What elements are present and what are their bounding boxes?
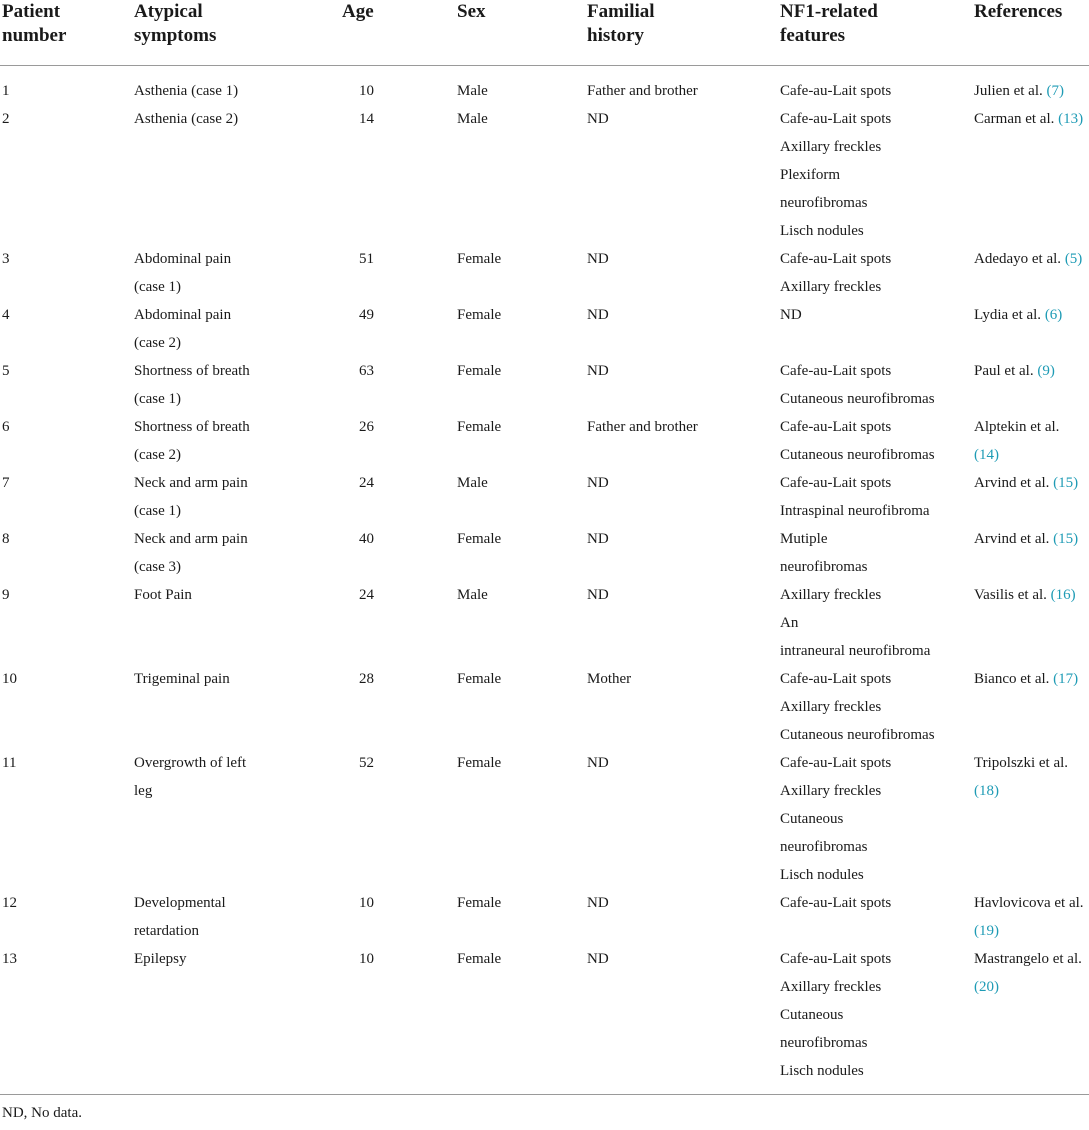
cell-sex: Male [457, 475, 488, 491]
feature-line: Axillary freckles [780, 139, 882, 155]
feature-line: Cafe-au-Lait spots [780, 951, 892, 967]
feature-line: Mutiple [780, 531, 828, 547]
cell-patient-number: 6 [2, 419, 10, 435]
header-line: Patient [2, 1, 61, 22]
cell-familial-history: ND [587, 307, 609, 323]
cell-age [340, 665, 455, 749]
feature-line: Cutaneous [780, 811, 844, 827]
age-value: 10 [359, 895, 374, 911]
cell-age [340, 945, 455, 1094]
feature-line: Cafe-au-Lait spots [780, 671, 892, 687]
cell-familial-history: ND [587, 951, 609, 967]
age-value: 24 [359, 475, 374, 491]
cell-atypical-symptoms [132, 301, 340, 357]
cell-patient-number: 11 [2, 755, 17, 771]
feature-line: Plexiform [780, 167, 840, 183]
cell-familial-history: Mother [587, 671, 632, 687]
feature-line: Cafe-au-Lait spots [780, 83, 892, 99]
header-age [340, 0, 455, 66]
reference-link[interactable]: (7) [1046, 83, 1064, 99]
reference-author: Havlovicova et al. [974, 895, 1084, 911]
cell-patient-number: 9 [2, 587, 10, 603]
table-footnote: ND, No data. [2, 1105, 82, 1121]
age-value: 40 [359, 531, 374, 547]
feature-line: neurofibromas [780, 559, 868, 575]
cell-atypical-symptoms [132, 945, 340, 1094]
symptom-line: Foot Pain [134, 587, 192, 603]
age-value: 14 [359, 111, 374, 127]
cell-reference [972, 469, 1089, 525]
feature-line: Cafe-au-Lait spots [780, 419, 892, 435]
header-references [972, 0, 1089, 66]
cell-nf1-features [778, 245, 972, 301]
cell-reference [972, 105, 1089, 245]
cell-familial-history: ND [587, 755, 609, 771]
table-row [0, 301, 1089, 357]
cell-patient-number: 13 [2, 951, 17, 967]
feature-line: Cafe-au-Lait spots [780, 755, 892, 771]
cell-nf1-features [778, 945, 972, 1094]
cell-patient-number: 4 [2, 307, 10, 323]
cell-patient-number: 1 [2, 83, 10, 99]
cell-atypical-symptoms [132, 469, 340, 525]
table-row [0, 581, 1089, 665]
cell-familial-history: Father and brother [587, 419, 698, 435]
symptom-line: (case 2) [134, 447, 182, 463]
cell-age [340, 357, 455, 413]
cell-sex: Female [457, 671, 502, 687]
reference-link[interactable]: (18) [974, 783, 999, 799]
cell-sex: Male [457, 587, 488, 603]
reference-link[interactable]: (15) [1053, 531, 1079, 547]
reference-link[interactable]: (15) [1053, 475, 1079, 491]
reference-author: Paul et al. [974, 363, 1038, 379]
feature-line: Axillary freckles [780, 979, 882, 995]
cell-patient-number: 8 [2, 531, 10, 547]
reference-author: Julien et al. [974, 83, 1047, 99]
age-value: 10 [359, 83, 374, 99]
table-row [0, 945, 1089, 1094]
cell-nf1-features [778, 665, 972, 749]
reference-author: Arvind et al. [974, 475, 1054, 491]
cell-reference [972, 945, 1089, 1094]
header-row [0, 0, 1089, 66]
feature-line: Cutaneous neurofibromas [780, 727, 935, 743]
symptom-line: Neck and arm pain [134, 475, 248, 491]
table-row [0, 525, 1089, 581]
reference-author: Arvind et al. [974, 531, 1054, 547]
feature-line: Axillary freckles [780, 279, 882, 295]
header-line: Age [342, 1, 374, 22]
feature-line: neurofibromas [780, 195, 868, 211]
reference-link[interactable]: (14) [974, 447, 999, 463]
cell-familial-history: ND [587, 251, 609, 267]
cell-sex: Female [457, 419, 502, 435]
symptom-line: retardation [134, 923, 199, 939]
header-patient-number [0, 0, 132, 66]
feature-line: neurofibromas [780, 839, 868, 855]
header-line: Atypical [134, 1, 203, 22]
table-row [0, 66, 1089, 106]
reference-link[interactable]: (16) [1050, 587, 1076, 603]
table-row [0, 889, 1089, 945]
symptom-line: (case 2) [134, 335, 182, 351]
reference-link[interactable]: (13) [1058, 111, 1084, 127]
cell-atypical-symptoms [132, 581, 340, 665]
cell-familial-history: ND [587, 475, 609, 491]
cell-patient-number: 5 [2, 363, 10, 379]
header-nf1-features [778, 0, 972, 66]
symptom-line: (case 1) [134, 279, 182, 295]
symptom-line: Asthenia (case 2) [134, 111, 239, 127]
feature-line: Axillary freckles [780, 587, 882, 603]
cell-atypical-symptoms [132, 245, 340, 301]
cell-sex: Female [457, 251, 502, 267]
symptom-line: Shortness of breath [134, 419, 250, 435]
cell-nf1-features [778, 889, 972, 945]
cell-sex: Male [457, 111, 488, 127]
symptom-line: Neck and arm pain [134, 531, 248, 547]
cell-reference [972, 413, 1089, 469]
header-sex [455, 0, 585, 66]
table-row [0, 105, 1089, 245]
cell-atypical-symptoms [132, 525, 340, 581]
symptom-line: leg [134, 783, 153, 799]
cell-nf1-features [778, 301, 972, 357]
cell-atypical-symptoms [132, 665, 340, 749]
feature-line: Lisch nodules [780, 867, 864, 883]
symptom-line: Epilepsy [134, 951, 187, 967]
cell-atypical-symptoms [132, 66, 340, 106]
age-value: 49 [359, 307, 374, 323]
reference-author: Mastrangelo et al. [974, 951, 1082, 967]
header-line: Familial [587, 1, 655, 22]
symptom-line: Developmental [134, 895, 226, 911]
symptom-line: Trigeminal pain [134, 671, 230, 687]
cell-sex: Female [457, 307, 502, 323]
cell-nf1-features [778, 66, 972, 106]
header-line: References [974, 1, 1063, 22]
cell-reference [972, 525, 1089, 581]
cell-sex: Female [457, 951, 502, 967]
cell-atypical-symptoms [132, 357, 340, 413]
cell-age [340, 469, 455, 525]
cell-reference [972, 66, 1089, 106]
cell-nf1-features [778, 581, 972, 665]
cell-patient-number: 7 [2, 475, 10, 491]
cell-familial-history: ND [587, 895, 609, 911]
cell-sex: Female [457, 531, 502, 547]
feature-line: Cafe-au-Lait spots [780, 475, 892, 491]
header-familial-history [585, 0, 778, 66]
header-line: number [2, 25, 67, 46]
feature-line: Cafe-au-Lait spots [780, 111, 892, 127]
cell-atypical-symptoms [132, 105, 340, 245]
cell-atypical-symptoms [132, 749, 340, 889]
table-row [0, 413, 1089, 469]
symptom-line: Shortness of breath [134, 363, 250, 379]
feature-line: Cutaneous [780, 1007, 844, 1023]
symptom-line: Overgrowth of left [134, 755, 247, 771]
age-value: 26 [359, 419, 374, 435]
cell-sex: Female [457, 755, 502, 771]
header-atypical-symptoms [132, 0, 340, 66]
table-row [0, 469, 1089, 525]
feature-line: Lisch nodules [780, 1063, 864, 1079]
age-value: 24 [359, 587, 374, 603]
reference-link[interactable]: (6) [1044, 307, 1063, 323]
age-value: 10 [359, 951, 374, 967]
cell-age [340, 105, 455, 245]
feature-line: Cutaneous neurofibromas [780, 447, 935, 463]
table-body [0, 66, 1089, 1095]
feature-line: Cafe-au-Lait spots [780, 251, 892, 267]
table-row [0, 245, 1089, 301]
header-line: Sex [457, 1, 486, 22]
feature-line: Cutaneous neurofibromas [780, 391, 935, 407]
feature-line: Axillary freckles [780, 783, 882, 799]
reference-author: Lydia et al. [974, 307, 1045, 323]
cell-nf1-features [778, 357, 972, 413]
header-line: history [587, 25, 644, 46]
reference-link[interactable]: (9) [1037, 363, 1055, 379]
cell-sex: Female [457, 363, 502, 379]
age-value: 63 [359, 363, 374, 379]
cell-nf1-features [778, 413, 972, 469]
cell-familial-history: ND [587, 531, 609, 547]
table-header [0, 0, 1089, 66]
cell-nf1-features [778, 749, 972, 889]
reference-author: Adedayo et al. [974, 251, 1065, 267]
symptom-line: (case 3) [134, 559, 182, 575]
cell-sex: Female [457, 895, 502, 911]
cell-age [340, 413, 455, 469]
age-value: 28 [359, 671, 374, 687]
feature-line: ND [780, 307, 802, 323]
cell-age [340, 525, 455, 581]
cell-patient-number: 3 [2, 251, 10, 267]
cell-nf1-features [778, 469, 972, 525]
cell-patient-number: 2 [2, 111, 10, 127]
cell-age [340, 66, 455, 106]
cell-patient-number: 12 [2, 895, 17, 911]
table-row [0, 357, 1089, 413]
reference-author: Carman et al. [974, 111, 1059, 127]
reference-link[interactable]: (5) [1064, 251, 1083, 267]
age-value: 51 [359, 251, 374, 267]
feature-line: Intraspinal neurofibroma [780, 503, 930, 519]
symptom-line: Asthenia (case 1) [134, 83, 239, 99]
cell-atypical-symptoms [132, 413, 340, 469]
cell-age [340, 301, 455, 357]
reference-link[interactable]: (19) [974, 923, 999, 939]
cell-age [340, 749, 455, 889]
reference-author: Alptekin et al. [974, 419, 1060, 435]
cell-nf1-features [778, 525, 972, 581]
header-line: NF1-related [780, 1, 878, 22]
reference-author: Bianco et al. [974, 671, 1054, 687]
reference-author: Vasilis et al. [974, 587, 1051, 603]
table-row [0, 665, 1089, 749]
cell-reference [972, 357, 1089, 413]
cell-age [340, 889, 455, 945]
table-row [0, 749, 1089, 889]
symptom-line: (case 1) [134, 391, 182, 407]
cell-familial-history: ND [587, 363, 609, 379]
feature-line: Axillary freckles [780, 699, 882, 715]
header-line: features [780, 25, 846, 46]
symptom-line: Abdominal pain [134, 251, 232, 267]
feature-line: Cafe-au-Lait spots [780, 895, 892, 911]
cell-familial-history: ND [587, 111, 609, 127]
cell-reference [972, 245, 1089, 301]
cell-familial-history: Father and brother [587, 83, 698, 99]
feature-line: Cafe-au-Lait spots [780, 363, 892, 379]
cell-atypical-symptoms [132, 889, 340, 945]
header-line: symptoms [134, 25, 217, 46]
symptom-line: Abdominal pain [134, 307, 232, 323]
cell-nf1-features [778, 105, 972, 245]
feature-line: intraneural neurofibroma [780, 643, 931, 659]
feature-line: neurofibromas [780, 1035, 868, 1051]
feature-line: Lisch nodules [780, 223, 864, 239]
age-value: 52 [359, 755, 374, 771]
cell-reference [972, 749, 1089, 889]
symptom-line: (case 1) [134, 503, 182, 519]
feature-line: An [780, 615, 799, 631]
reference-link[interactable]: (17) [1053, 671, 1079, 687]
cell-reference [972, 581, 1089, 665]
cell-reference [972, 301, 1089, 357]
cell-familial-history: ND [587, 587, 609, 603]
reference-link[interactable]: (20) [974, 979, 999, 995]
reference-author: Tripolszki et al. [974, 755, 1069, 771]
cell-age [340, 581, 455, 665]
cell-sex: Male [457, 83, 488, 99]
cell-reference [972, 665, 1089, 749]
cell-patient-number: 10 [2, 671, 17, 687]
cell-age [340, 245, 455, 301]
cell-reference [972, 889, 1089, 945]
